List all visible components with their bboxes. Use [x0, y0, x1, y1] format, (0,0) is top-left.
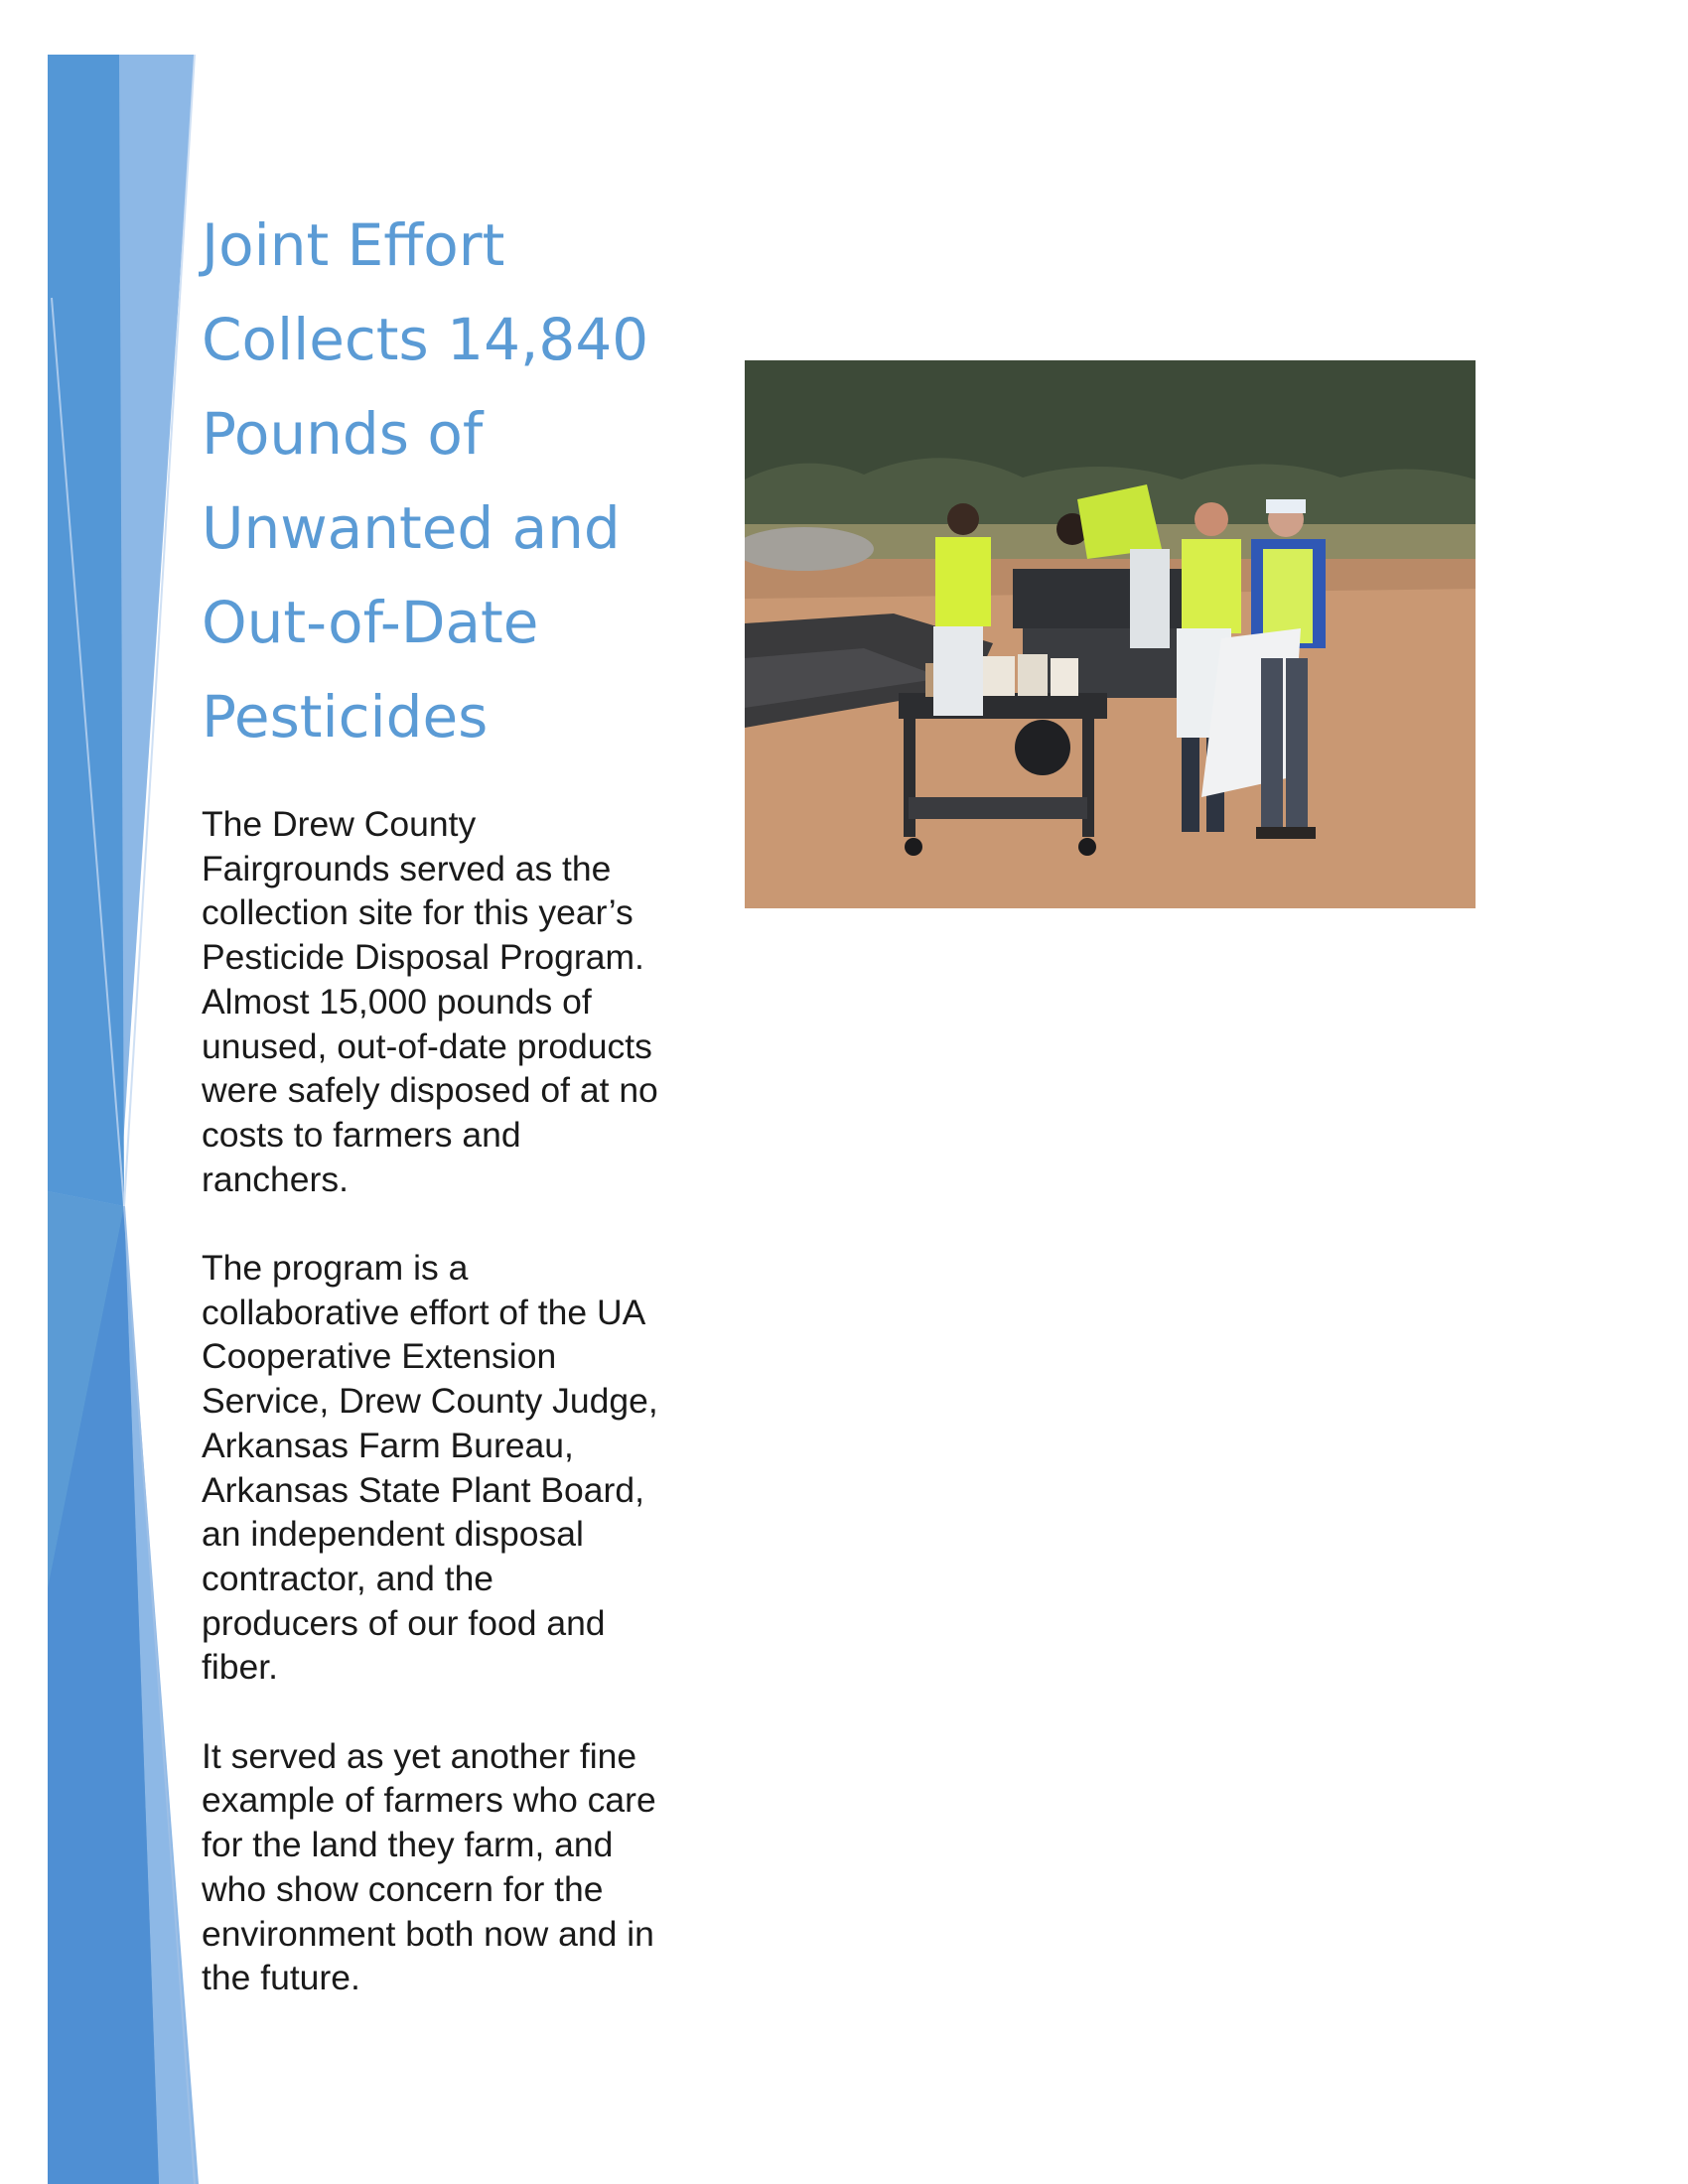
- article-paragraph-2: The program is a collaborative effort of the UA Cooperative Extension Service, Drew County Judge, Arkansas Farm Bureau, Arkansas State Plant Board, an independent disposal contractor, and the producers of our food and fiber.: [202, 1248, 658, 1688]
- article-headline: [202, 199, 668, 764]
- article-body: [202, 802, 658, 2045]
- headline-line-6: Pesticides: [202, 683, 489, 751]
- headline-line-3: Pounds of: [202, 400, 484, 468]
- headline-line-5: Out-of-Date: [202, 589, 539, 656]
- headline-line-1: Joint Effort: [202, 211, 505, 279]
- headline-line-4: Unwanted and: [202, 494, 621, 562]
- article-paragraph-1: The Drew County Fairgrounds served as the collection site for this year’s Pesticide Disposal Program. Almost 15,000 pounds of unused, out-of-date products were safely disposed of at no costs to farmers and ranchers.: [202, 804, 658, 1199]
- article-paragraph-3: It served as yet another fine example of farmers who care for the land they farm, and who show concern for the environment both now and in the future.: [202, 1735, 656, 1998]
- photo-image: [745, 360, 1476, 908]
- headline-line-2: Collects 14,840: [202, 306, 649, 373]
- collection-site-photo: [745, 360, 1476, 908]
